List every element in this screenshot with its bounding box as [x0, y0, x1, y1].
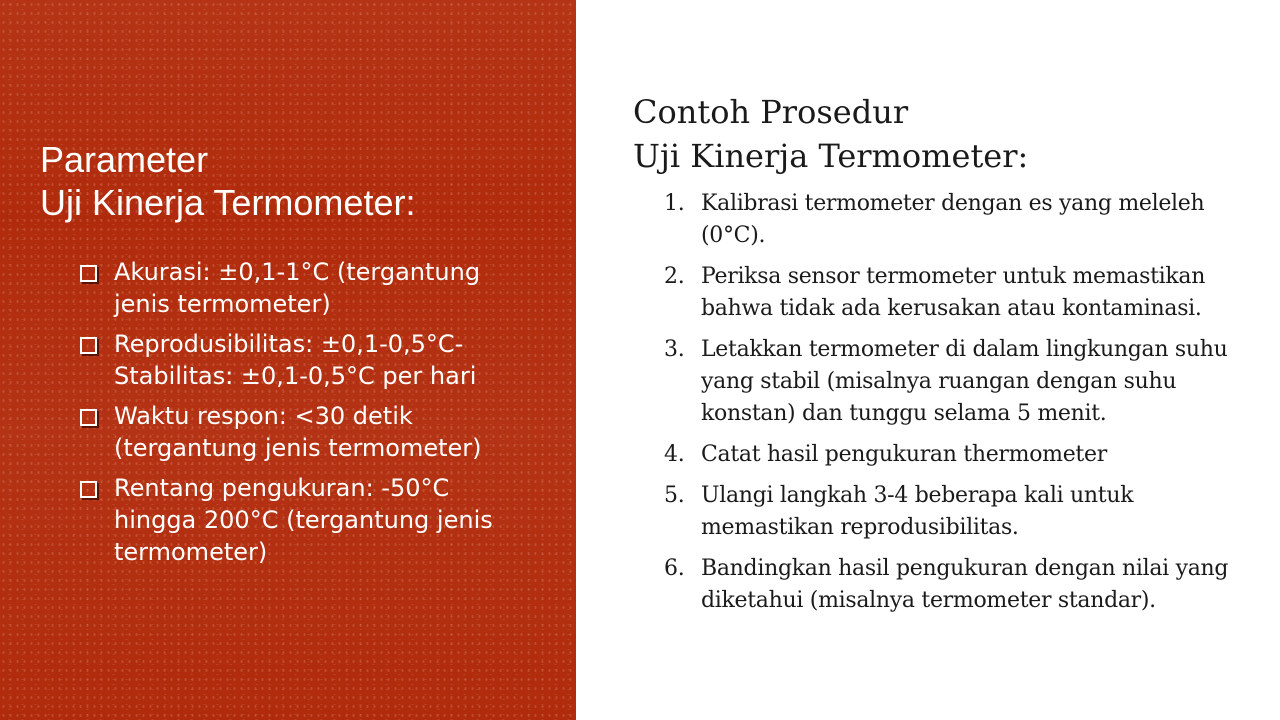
step-number: 3. — [664, 337, 685, 362]
left-title — [40, 138, 415, 224]
step-number: 2. — [664, 264, 685, 289]
procedure-steps — [664, 188, 1264, 626]
list-item-text: Rentang pengukuran: -50°C hingga 200°C (tergantung jenis termometer) — [114, 474, 493, 566]
list-item — [80, 256, 530, 320]
step-item — [664, 439, 1264, 471]
step-text: Ulangi langkah 3-4 beberapa kali untuk memastikan reprodusibilitas. — [701, 483, 1134, 540]
left-title-line2: Uji Kinerja Termometer: — [40, 182, 416, 223]
step-item — [664, 334, 1264, 430]
checkbox-square-icon — [80, 481, 97, 498]
step-item — [664, 553, 1264, 617]
step-text: Catat hasil pengukuran thermometer — [701, 442, 1107, 467]
step-item — [664, 188, 1264, 252]
list-item-text: Akurasi: ±0,1-1°C (tergantung jenis termometer) — [114, 258, 481, 318]
right-title-line1: Contoh Prosedur — [633, 93, 909, 131]
step-number: 6. — [664, 556, 685, 581]
list-item-text: Waktu respon: <30 detik (tergantung jenis termometer) — [114, 402, 482, 462]
step-text: Bandingkan hasil pengukuran dengan nilai yang diketahui (misalnya termometer standar). — [701, 556, 1229, 613]
step-text: Kalibrasi termometer dengan es yang meleleh (0°C). — [701, 191, 1205, 248]
list-item — [80, 472, 530, 568]
checkbox-square-icon — [80, 265, 97, 282]
left-title-line1: Parameter — [40, 139, 209, 180]
right-title-line2: Uji Kinerja Termometer: — [633, 137, 1029, 175]
parameter-list — [80, 256, 530, 576]
list-item-text: Reprodusibilitas: ±0,1-0,5°C- Stabilitas: ±0,1-0,5°C per hari — [114, 330, 477, 390]
step-number: 4. — [664, 442, 685, 467]
step-item — [664, 261, 1264, 325]
right-title — [633, 90, 1028, 178]
list-item — [80, 328, 530, 392]
step-item — [664, 480, 1264, 544]
checkbox-square-icon — [80, 337, 97, 354]
checkbox-square-icon — [80, 409, 97, 426]
step-number: 1. — [664, 191, 685, 216]
step-number: 5. — [664, 483, 685, 508]
step-text: Periksa sensor termometer untuk memastikan bahwa tidak ada kerusakan atau kontaminasi. — [701, 264, 1206, 321]
left-panel — [0, 0, 576, 720]
list-item — [80, 400, 530, 464]
step-text: Letakkan termometer di dalam lingkungan suhu yang stabil (misalnya ruangan dengan suhu konstan) dan tunggu selama 5 menit. — [701, 337, 1228, 426]
